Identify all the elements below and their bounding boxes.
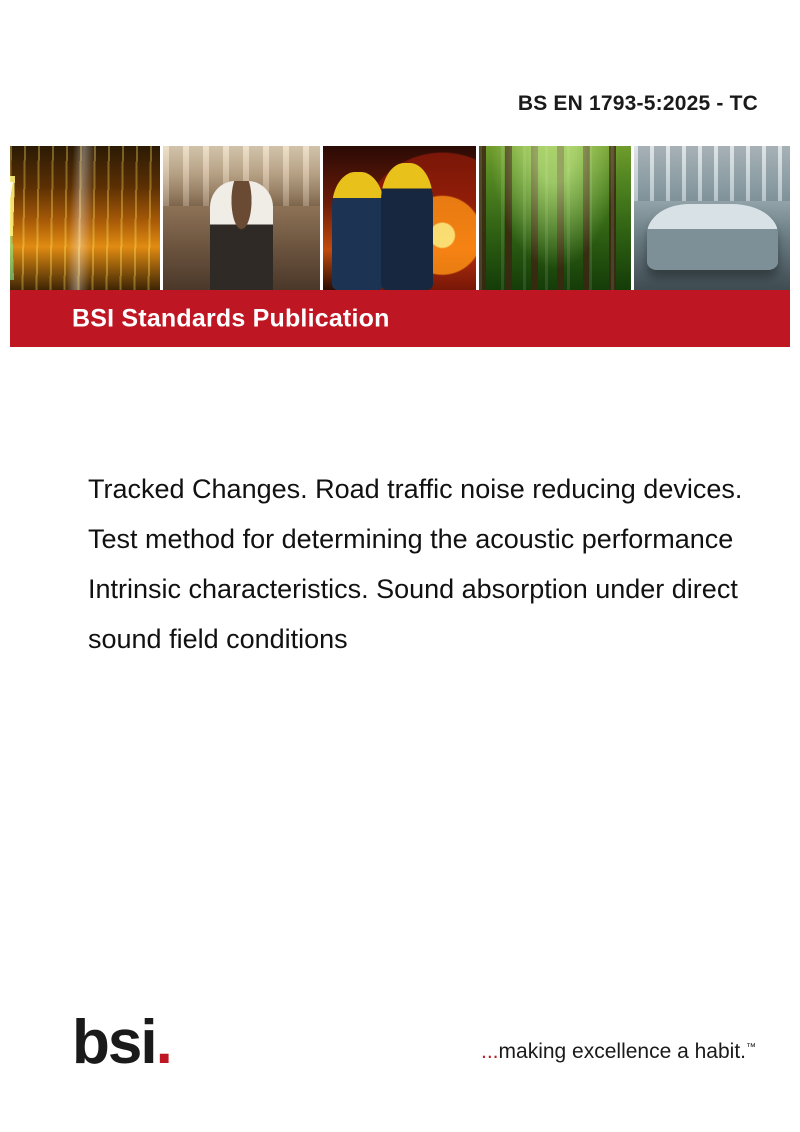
cover-image-firefighters xyxy=(320,146,476,290)
car-production-line-icon xyxy=(634,146,790,290)
tagline-text: making excellence a habit. xyxy=(498,1040,746,1063)
firefighters-icon xyxy=(323,146,476,290)
night-traffic-light-trails-icon xyxy=(10,146,160,290)
tagline-trademark: ™ xyxy=(746,1042,756,1053)
bsi-logo xyxy=(72,1008,171,1077)
factory-worker-icon xyxy=(163,146,321,290)
cover-image-car-production-line xyxy=(631,146,790,290)
tagline-lead: ... xyxy=(481,1040,499,1063)
cover-image-forest xyxy=(476,146,632,290)
bsi-tagline xyxy=(481,1040,756,1064)
bsi-logo-text: bsi xyxy=(72,1008,156,1077)
standards-publication-banner xyxy=(10,290,790,347)
bsi-logo-dot: . xyxy=(155,1008,171,1077)
banner-title: BSI Standards Publication xyxy=(72,304,390,332)
page-title: Tracked Changes. Road traffic noise reducing devices. Test method for determining the acoustic performance Intrinsic characteristics. Sound absorption under direct sound field conditions xyxy=(88,474,743,654)
document-reference: BS EN 1793-5:2025 - TC xyxy=(517,92,758,115)
forest-icon xyxy=(479,146,632,290)
cover-image-strip xyxy=(10,146,790,290)
cover-image-factory-worker xyxy=(160,146,321,290)
cover-image-night-traffic-light-trails xyxy=(10,146,160,290)
